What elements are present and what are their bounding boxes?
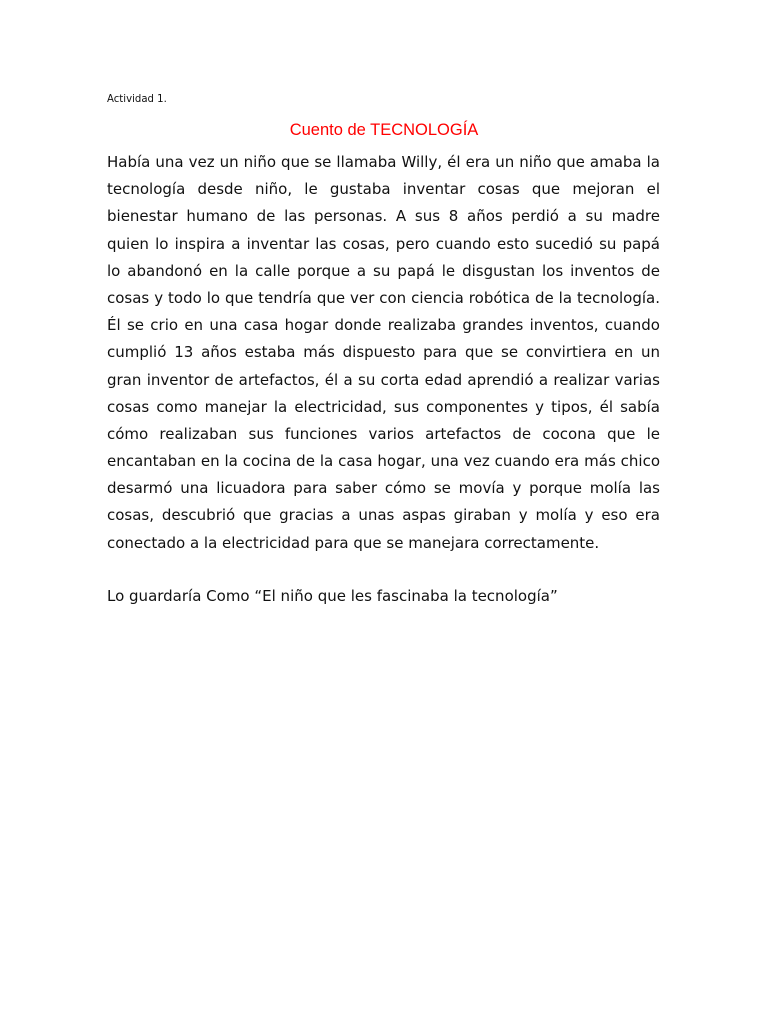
story-line: cosas como manejar la electricidad, sus componentes y tipos, él sabía [107,397,660,416]
closing-line: Lo guardaría Como “El niño que les fascinaba la tecnología” [107,587,558,605]
story-line: cosas y todo lo que tendría que ver con ciencia robótica de la tecnología. [107,288,660,307]
story-line: Había una vez un niño que se llamaba Willy, él era un niño que amaba la [107,153,660,171]
story-line: lo abandonó en la calle porque a su papá le disgustan los inventos de [107,261,660,280]
story-title: Cuento de TECNOLOGÍA [289,121,479,139]
activity-label: Actividad 1. [107,92,167,105]
story-line: cosas, descubrió que gracias a unas aspas giraban y molía y eso era [107,506,660,525]
story-line: bienestar humano de las personas. A sus 8 años perdió a su madre [107,207,660,226]
story-line: cómo realizaban sus funciones varios artefactos de cocona que le [107,424,660,443]
story-line: Él se crio en una casa hogar donde realizaba grandes inventos, cuando [107,316,660,335]
story-line: cumplió 13 años estaba más dispuesto para que se convirtiera en un [107,343,660,362]
story-line: tecnología desde niño, le gustaba inventar cosas que mejoran el [107,180,660,199]
story-line: quien lo inspira a inventar las cosas, pero cuando esto sucedió su papá [107,234,660,253]
story-line: gran inventor de artefactos, él a su corta edad aprendió a realizar varias [107,370,660,389]
story-line: conectado a la electricidad para que se manejara correctamente. [107,533,600,552]
story-line: encantaban en la cocina de la casa hogar, una vez cuando era más chico [107,452,660,471]
story-line: desarmó una licuadora para saber cómo se movía y porque molía las [107,479,660,498]
story-body [107,149,660,557]
